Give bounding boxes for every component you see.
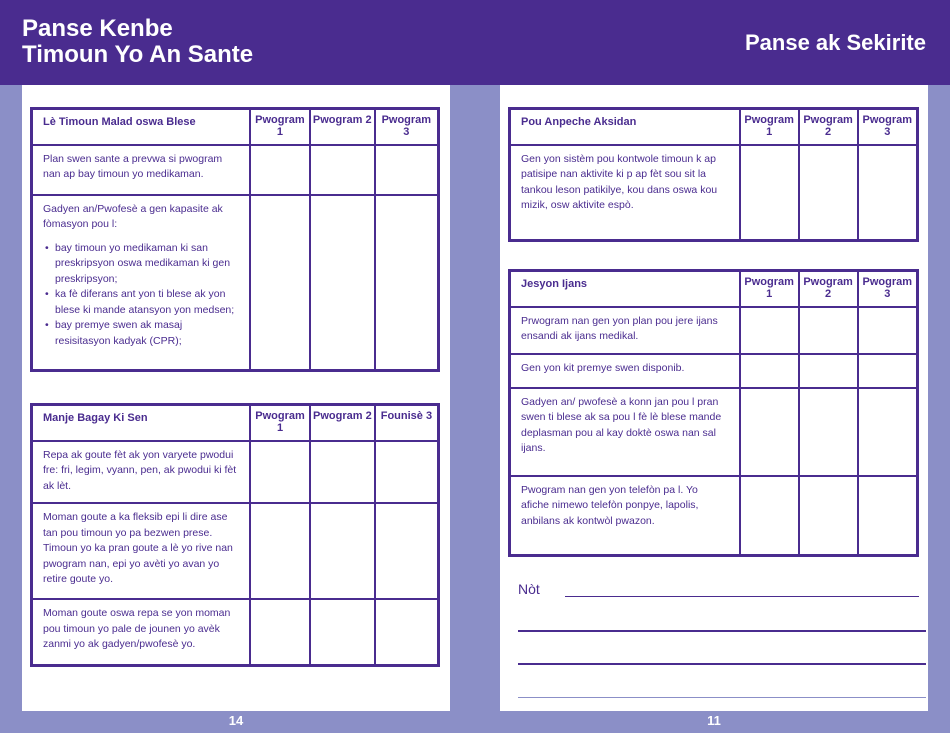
notes-line[interactable] (565, 596, 919, 597)
notes-label: Nòt (518, 581, 540, 597)
row-text: Plan swen sante a prevwa si pwogram nan ap bay timoun yo medikaman. (32, 145, 250, 195)
emergency-management-table (508, 269, 919, 557)
column-header: Pwogram 1 (250, 109, 310, 145)
checkbox-cell[interactable] (310, 599, 375, 665)
checkbox-cell[interactable] (250, 145, 310, 195)
row-text: Gen yon kit premye swen disponib. (510, 354, 740, 388)
column-header: Pwogram 1 (250, 405, 310, 441)
checkbox-cell[interactable] (310, 195, 375, 371)
right-title: Panse ak Sekirite (744, 30, 926, 55)
checkbox-cell[interactable] (740, 354, 799, 388)
sick-children-table (30, 107, 440, 372)
checkbox-cell[interactable] (858, 307, 918, 354)
checkbox-cell[interactable] (375, 599, 439, 665)
row-text: Prwogram nan gen yon plan pou jere ijans ensandi ak ijans medikal. (510, 307, 740, 354)
row-text: Moman goute a ka fleksib epi li dire ase tan pou timoun yo pa bezwen prese. Timoun yo ka pran goute a lè yo rive nan pwogram nan, epi yo avèti yo avan yo retire goute yo. (32, 503, 251, 599)
checkbox-cell[interactable] (799, 145, 858, 241)
column-header: Pwogram 2 (310, 405, 375, 441)
table-heading: Jesyon Ijans (510, 271, 740, 307)
checkbox-cell[interactable] (375, 503, 439, 599)
notes-line[interactable] (518, 630, 926, 632)
checkbox-cell[interactable] (858, 145, 918, 241)
checkbox-cell[interactable] (858, 476, 918, 556)
left-title-line1: Panse Kenbe (22, 15, 173, 42)
checkbox-cell[interactable] (375, 145, 439, 195)
column-header: Founisè 3 (375, 405, 439, 441)
center-gutter-band (450, 85, 500, 733)
checkbox-cell[interactable] (799, 354, 858, 388)
checkbox-cell[interactable] (375, 441, 439, 504)
checkbox-cell[interactable] (250, 503, 310, 599)
checkbox-cell[interactable] (310, 145, 375, 195)
checkbox-cell[interactable] (740, 307, 799, 354)
left-title-line2: Timoun Yo An Sante (22, 41, 254, 68)
row-intro: Gadyen an/Pwofesè a gen kapasite ak fòmasyon pou l: (43, 202, 223, 230)
left-page-number: 14 (228, 713, 244, 728)
column-header: Pwogram 2 (799, 109, 858, 145)
row-text: Pwogram nan gen yon telefòn pa l. Yo afiche nimewo telefòn ponpye, lapolis, anbilans ak kontwòl pwazon. (510, 476, 740, 556)
column-header: Pwogram 2 (799, 271, 858, 307)
checkbox-cell[interactable] (740, 145, 799, 241)
checkbox-cell[interactable] (799, 476, 858, 556)
row-text: Moman goute oswa repa se yon moman pou timoun yo pale de jounen yo avèk zanmi yo ak gadyen/pwofesè yo. (32, 599, 251, 665)
header-bar (0, 0, 950, 85)
list-item: • bay timoun yo medikaman ki san preskripsyon oswa medikaman ki gen preskripsyon; (43, 241, 239, 288)
row-text (32, 195, 250, 371)
column-header: Pwogram 1 (740, 271, 799, 307)
checkbox-cell[interactable] (375, 195, 439, 371)
checkbox-cell[interactable] (740, 476, 799, 556)
healthy-food-table (30, 403, 440, 667)
row-text: Repa ak goute fèt ak yon varyete pwodui fre: fri, legim, vyann, pen, ak pwodui ki fèt ak lèt. (32, 441, 251, 504)
left-margin-band (0, 85, 22, 733)
column-header: Pwogram 3 (858, 271, 918, 307)
checkbox-cell[interactable] (740, 388, 799, 476)
checkbox-cell[interactable] (799, 307, 858, 354)
checkbox-cell[interactable] (799, 388, 858, 476)
left-title (22, 16, 253, 68)
column-header: Pwogram 2 (310, 109, 375, 145)
checkbox-cell[interactable] (858, 388, 918, 476)
checkbox-cell[interactable] (310, 441, 375, 504)
row-text: Gen yon sistèm pou kontwole timoun k ap patisipe nan aktivite ki p ap fèt sou sit la tankou leson patikilye, kou dans oswa kou mizik, osw aktivite espò. (510, 145, 740, 241)
right-margin-band (928, 85, 950, 733)
table-heading: Pou Anpeche Aksidan (510, 109, 740, 145)
column-header: Pwogram 3 (858, 109, 918, 145)
list-item: • bay premye swen ak masaj resisitasyon kadyak (CPR); (43, 318, 239, 349)
table-heading: Manje Bagay Ki Sen (32, 405, 251, 441)
checkbox-cell[interactable] (310, 503, 375, 599)
bullet-list (43, 241, 239, 350)
table-heading: Lè Timoun Malad oswa Blese (32, 109, 250, 145)
checkbox-cell[interactable] (250, 195, 310, 371)
right-page-number: 11 (707, 713, 721, 728)
checkbox-cell[interactable] (250, 599, 310, 665)
checkbox-cell[interactable] (250, 441, 310, 504)
notes-line[interactable] (518, 697, 926, 698)
checkbox-cell[interactable] (858, 354, 918, 388)
notes-line[interactable] (518, 663, 926, 665)
column-header: Pwogram 3 (375, 109, 439, 145)
accident-prevention-table (508, 107, 919, 242)
list-item: • ka fè diferans ant yon ti blese ak yon blese ki mande atansyon yon medsen; (43, 287, 239, 318)
column-header: Pwogram 1 (740, 109, 799, 145)
row-text: Gadyen an/ pwofesè a konn jan pou l pran swen ti blese ak sa pou l fè lè blese mande deplasman pou al kay doktè oswa nan sal ijans. (510, 388, 740, 476)
